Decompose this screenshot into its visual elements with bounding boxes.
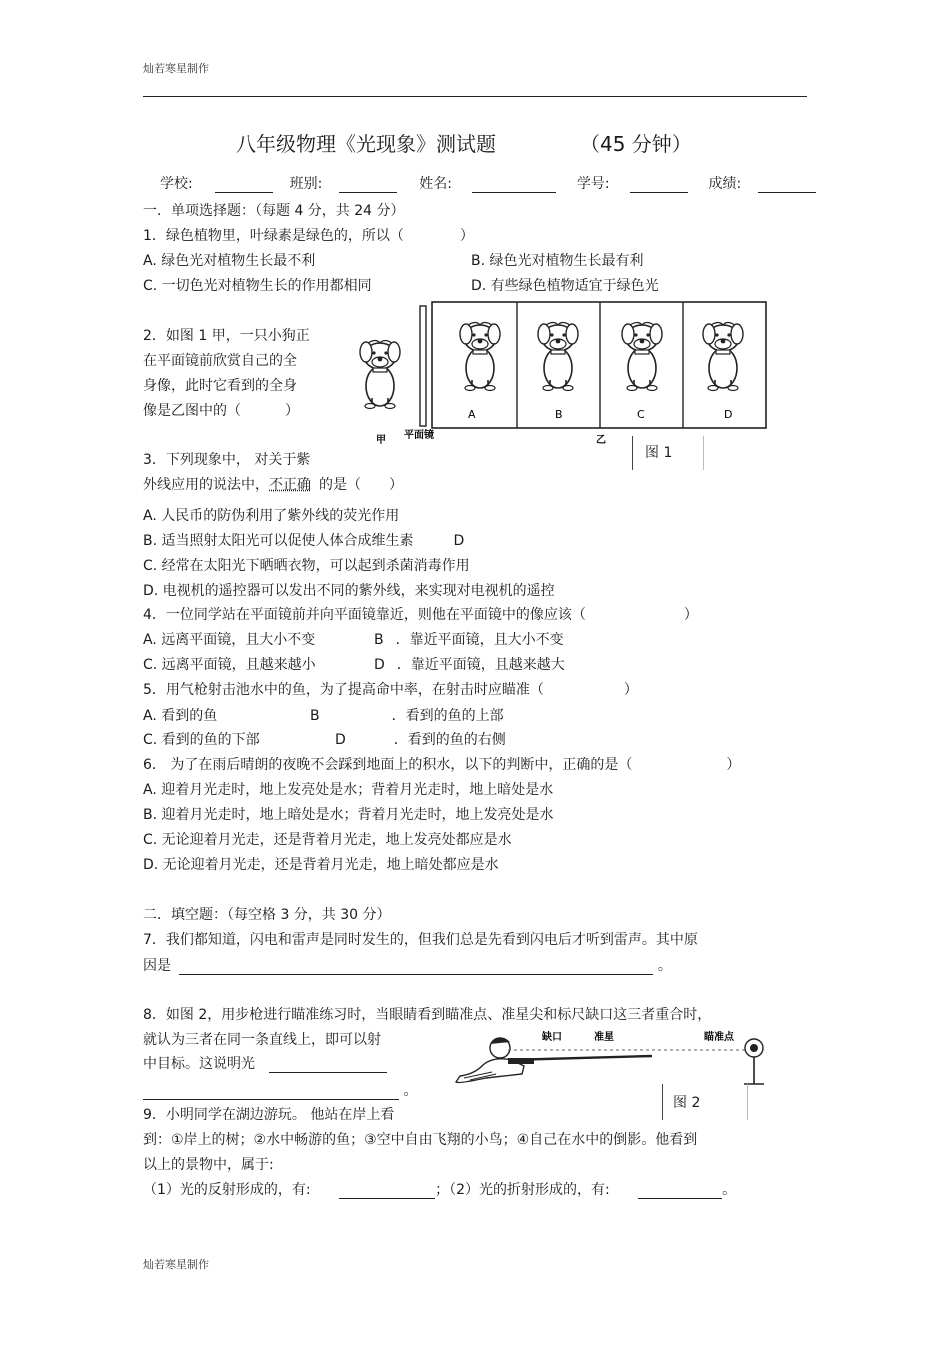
name-field[interactable] xyxy=(472,178,556,193)
q9-refraction-label: ；（2）光的折射形成的，有: xyxy=(435,1182,610,1198)
fig2-caption-box xyxy=(662,1084,748,1120)
school-field[interactable] xyxy=(215,178,273,193)
q1-option-d: D. 有些绿色植物适宜于绿色光 xyxy=(471,278,659,294)
school-label: 学校: xyxy=(160,176,193,192)
q3-emphasis: 不正确 xyxy=(269,477,311,493)
q5-b-letter: B xyxy=(310,708,320,724)
q4-option-b xyxy=(374,631,564,649)
score-label: 成绩: xyxy=(708,176,742,192)
q3-option-d: D. 电视机的遥控器可以发出不同的紫外线，来实现对电视机的遥控 xyxy=(143,583,555,599)
class-field[interactable] xyxy=(339,178,397,193)
q8-end: 。 xyxy=(403,1083,418,1099)
q1-option-b: B. 绿色光对植物生长最有利 xyxy=(471,253,644,269)
fig1-caption: 图 1 xyxy=(645,445,673,461)
q4-close: ） xyxy=(683,607,698,623)
q6-option-a: A. 迎着月光走时，地上发亮处是水；背着月光走时，地上暗处是水 xyxy=(143,782,554,798)
q3-option-b-text: B. 适当照射太阳光可以促使人体合成维生素 xyxy=(143,533,414,549)
q9-line1: 9．小明同学在湖边游玩。 他站在岸上看 xyxy=(143,1107,395,1123)
q4-option-a: A. 远离平面镜，且大小不变 xyxy=(143,632,316,648)
section2-heading: 二．填空题：（每空格 3 分，共 30 分） xyxy=(143,907,391,923)
fig1-opt-a: A xyxy=(468,408,476,421)
q4-b-letter: B xyxy=(374,632,384,648)
q9-reflection-field[interactable] xyxy=(339,1184,435,1199)
q7-answer-field[interactable] xyxy=(179,960,653,975)
score-field[interactable] xyxy=(758,178,816,193)
q5-stem xyxy=(143,681,638,699)
q2-line1: 2．如图 1 甲，一只小狗正 xyxy=(143,328,310,344)
q8-answer-field-1[interactable] xyxy=(269,1058,387,1073)
section1-heading: 一．单项选择题：（每题 4 分，共 24 分） xyxy=(143,203,405,219)
q5-d-letter: D xyxy=(335,732,346,748)
dog-option-a-icon xyxy=(460,323,500,391)
page-title: 八年级物理《光现象》测试题 xyxy=(236,132,496,156)
q4-option-c: C. 远离平面镜，且越来越小 xyxy=(143,657,316,673)
q1-option-a: A. 绿色光对植物生长最不利 xyxy=(143,253,316,269)
q3-option-b xyxy=(143,532,464,550)
maker-header: 灿若寒星制作 xyxy=(143,62,209,75)
mirror-icon xyxy=(420,306,426,426)
fig2-sight: 准星 xyxy=(594,1032,614,1043)
q7-end: 。 xyxy=(657,958,672,974)
q9-reflection-label: （1）光的反射形成的，有: xyxy=(143,1182,311,1198)
q5-d-text: ．看到的鱼的右侧 xyxy=(393,732,506,748)
q4-b-text: ．靠近平面镜，且大小不变 xyxy=(395,632,564,648)
q9-line3: 以上的景物中，属于: xyxy=(143,1157,274,1173)
q2-line2: 在平面镜前欣赏自己的全 xyxy=(143,353,297,369)
fig2-caption: 图 2 xyxy=(673,1095,701,1111)
q6-stem-text: 6． 为了在雨后晴朗的夜晚不会踩到地面上的积水，以下的判断中，正确的是（ xyxy=(143,757,633,773)
q1-stem-text: 1．绿色植物里，叶绿素是绿色的，所以（ xyxy=(143,228,404,244)
name-label: 姓名: xyxy=(419,176,452,192)
q5-option-d xyxy=(335,731,506,749)
q6-stem xyxy=(143,756,740,774)
q9-line4 xyxy=(143,1181,736,1199)
q4-d-letter: D xyxy=(374,657,385,673)
q8-line4 xyxy=(143,1082,417,1100)
q1-close: ） xyxy=(459,228,474,244)
q4-stem xyxy=(143,606,698,624)
fig2-notch: 缺口 xyxy=(542,1032,562,1043)
q5-option-b xyxy=(310,707,504,725)
fig1-jia: 甲 xyxy=(376,435,386,446)
info-row xyxy=(160,175,816,193)
fig1-opt-b: B xyxy=(555,408,563,421)
q3-line1: 3．下列现象中， 对关于紫 xyxy=(143,452,311,468)
q5-option-c: C. 看到的鱼的下部 xyxy=(143,732,260,748)
q3-option-b-d: D xyxy=(453,533,465,549)
q7-line2 xyxy=(143,957,672,975)
q8-answer-field-2[interactable] xyxy=(143,1085,399,1100)
figure-1 xyxy=(340,298,770,468)
time-limit: （45 分钟） xyxy=(580,132,692,156)
q8-line3 xyxy=(143,1055,387,1073)
q3-line2-c: 的是（ xyxy=(319,477,361,493)
class-label: 班别: xyxy=(289,176,323,192)
q5-close: ） xyxy=(623,682,638,698)
q2-line4 xyxy=(143,402,299,420)
q6-close: ） xyxy=(726,757,741,773)
q3-option-c: C. 经常在太阳光下晒晒衣物，可以起到杀菌消毒作用 xyxy=(143,558,470,574)
fig1-opt-c: C xyxy=(637,408,645,421)
fig2-aim: 瞄准点 xyxy=(704,1032,734,1043)
q8-line2: 就认为三者在同一条直线上，即可以射 xyxy=(143,1032,381,1048)
fig1-opt-d: D xyxy=(724,408,733,421)
q9-refraction-field[interactable] xyxy=(638,1184,722,1199)
q3-line2-a: 外线应用的说法中， xyxy=(143,477,269,493)
dog-option-d-icon xyxy=(703,323,743,391)
header-rule xyxy=(143,96,807,97)
q4-option-d xyxy=(374,656,565,674)
number-field[interactable] xyxy=(630,178,688,193)
number-label: 学号: xyxy=(576,176,610,192)
q3-close: ） xyxy=(389,477,403,493)
q2-line3: 身像，此时它看到的全身 xyxy=(143,378,297,394)
fig1-yi: 乙 xyxy=(596,435,606,446)
q2-close: ） xyxy=(285,403,299,419)
maker-footer: 灿若寒星制作 xyxy=(143,1258,209,1271)
q5-b-text: ．看到的鱼的上部 xyxy=(391,708,504,724)
q4-stem-text: 4．一位同学站在平面镜前并向平面镜靠近，则他在平面镜中的像应该（ xyxy=(143,607,586,623)
fig1-caption-box xyxy=(632,436,704,470)
fig1-mirror: 平面镜 xyxy=(404,430,434,441)
q1-stem xyxy=(143,227,474,245)
dog-option-b-icon xyxy=(538,323,578,391)
q9-line2: 到：①岸上的树；②水中畅游的鱼；③空中自由飞翔的小鸟；④自己在水中的倒影。他看到 xyxy=(143,1132,698,1148)
q6-option-d: D. 无论迎着月光走，还是背着月光走，地上暗处都应是水 xyxy=(143,857,499,873)
q1-option-c: C. 一切色光对植物生长的作用都相同 xyxy=(143,278,372,294)
q2-line4-text: 像是乙图中的（ xyxy=(143,403,241,419)
q7-line1: 7．我们都知道，闪电和雷声是同时发生的，但我们总是先看到闪电后才听到雷声。其中原 xyxy=(143,932,698,948)
q6-option-c: C. 无论迎着月光走，还是背着月光走，地上发亮处都应是水 xyxy=(143,832,512,848)
dog-jia-icon xyxy=(360,341,400,409)
q7-line2-text: 因是 xyxy=(143,958,171,974)
q8-line1: 8．如图 2，用步枪进行瞄准练习时，当眼睛看到瞄准点、准星尖和标尺缺口这三者重合时， xyxy=(143,1007,712,1023)
q3-option-a: A. 人民币的防伪利用了紫外线的荧光作用 xyxy=(143,508,400,524)
q5-stem-text: 5．用气枪射击池水中的鱼，为了提高命中率，在射击时应瞄准（ xyxy=(143,682,544,698)
q5-option-a: A. 看到的鱼 xyxy=(143,708,218,724)
q6-option-b: B. 迎着月光走时，地上暗处是水；背着月光走时，地上发亮处是水 xyxy=(143,807,554,823)
dog-option-c-icon xyxy=(622,323,662,391)
q4-d-text: ．靠近平面镜，且越来越大 xyxy=(396,657,565,673)
q3-line2 xyxy=(143,476,403,494)
q8-line3-text: 中目标。这说明光 xyxy=(143,1056,255,1072)
q9-end: 。 xyxy=(722,1182,737,1198)
